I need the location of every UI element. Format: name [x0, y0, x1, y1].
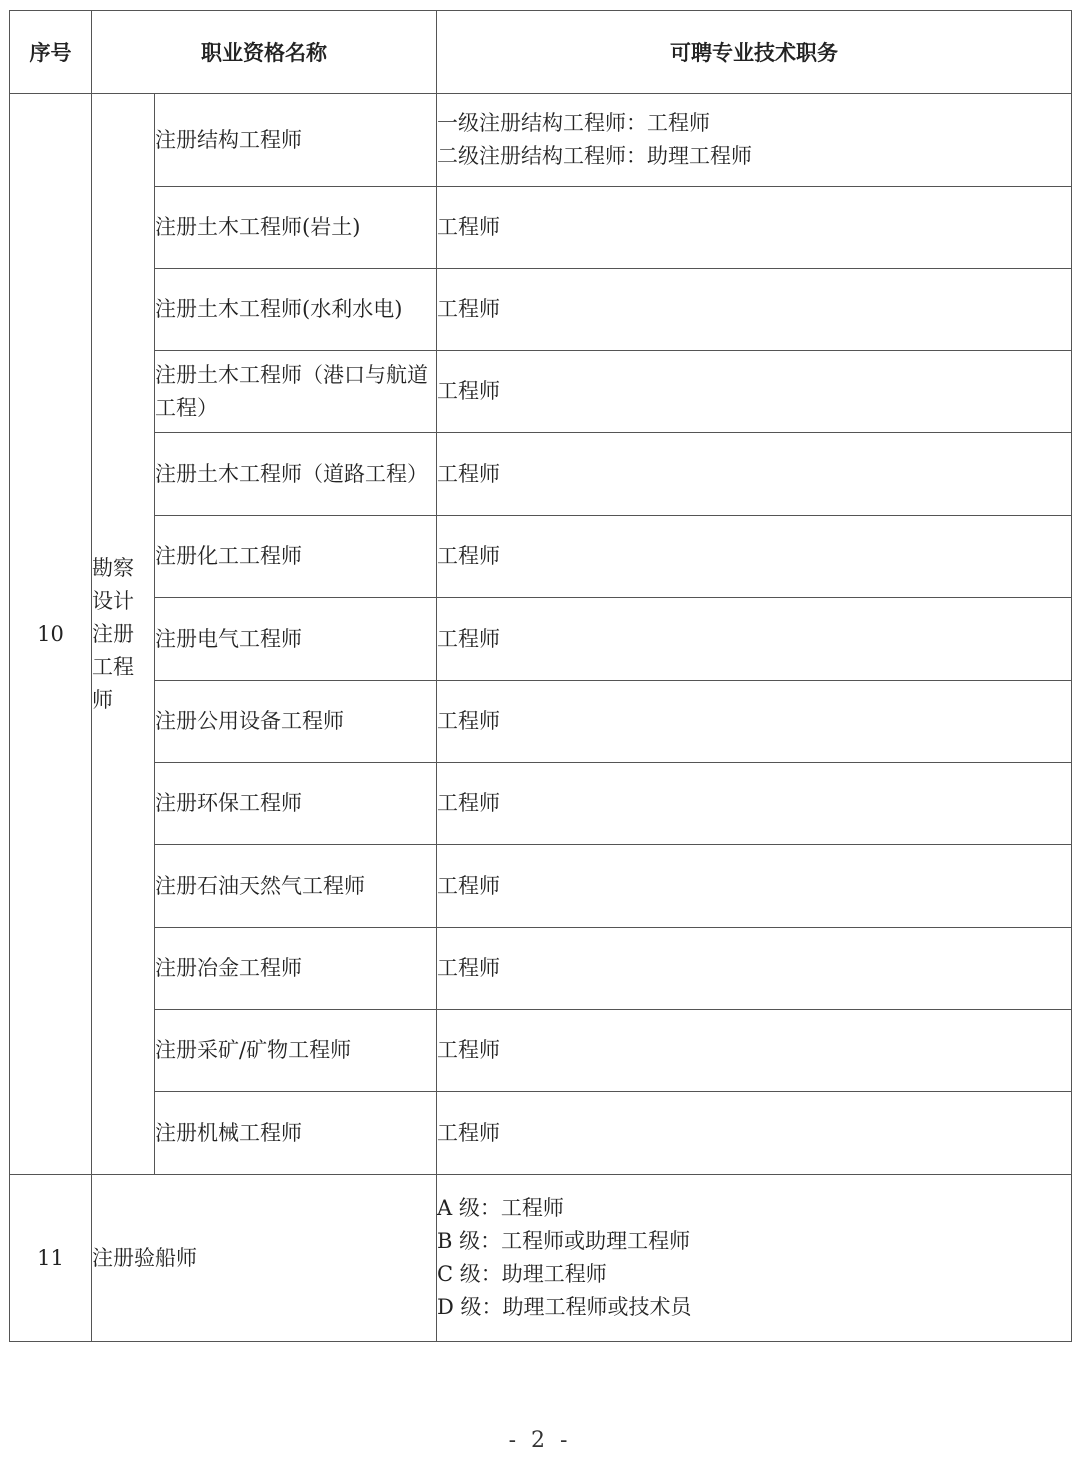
table-row: [10, 433, 1072, 516]
table-row: [10, 269, 1072, 351]
duty-cell: [437, 928, 1072, 1010]
qualification-table: [9, 10, 1072, 1342]
duty-cell: [437, 1175, 1072, 1342]
table-row: [10, 763, 1072, 845]
qualification-name-cell: 注册土木工程师(水利水电): [155, 269, 437, 351]
table-row: [10, 1092, 1072, 1175]
header-qualification-name: 职业资格名称: [92, 11, 437, 94]
category-label: 勘察设计注册工程师: [92, 555, 134, 712]
duty-line: 工程师: [437, 215, 500, 239]
table-row: [10, 845, 1072, 928]
table-row: [10, 1175, 1072, 1342]
duty-line: A 级：工程师: [437, 1196, 564, 1220]
duty-line: 工程师: [437, 1038, 500, 1062]
header-seq: 序号: [10, 11, 92, 94]
duty-cell: [437, 1092, 1072, 1175]
qualification-name-cell: 注册机械工程师: [155, 1092, 437, 1175]
table-row: [10, 187, 1072, 269]
table-header-row: [10, 11, 1072, 94]
duty-line: 工程师: [437, 791, 500, 815]
duty-cell: [437, 187, 1072, 269]
duty-line: 工程师: [437, 297, 500, 321]
duty-line: 工程师: [437, 956, 500, 980]
table-row: [10, 1010, 1072, 1092]
duty-cell: [437, 433, 1072, 516]
qualification-name-cell: 注册石油天然气工程师: [155, 845, 437, 928]
page-number: - 2 -: [508, 1428, 572, 1453]
duty-line: 工程师: [437, 1120, 500, 1145]
qualification-name-cell: 注册公用设备工程师: [155, 681, 437, 763]
duty-line: 工程师: [437, 873, 500, 898]
duty-line: 工程师: [437, 709, 500, 733]
qualification-name-cell: 注册验船师: [92, 1175, 437, 1342]
qualification-name-cell: 注册土木工程师（港口与航道工程）: [155, 351, 437, 433]
table-row: [10, 94, 1072, 187]
duty-cell: [437, 681, 1072, 763]
duty-line: C 级：助理工程师: [437, 1262, 607, 1286]
category-cell: [92, 94, 155, 1175]
duty-cell: [437, 94, 1072, 187]
duty-line: D 级：助理工程师或技术员: [437, 1295, 692, 1319]
qualification-name-cell: 注册采矿/矿物工程师: [155, 1010, 437, 1092]
table-row: [10, 598, 1072, 681]
qualification-name-cell: 注册冶金工程师: [155, 928, 437, 1010]
duty-cell: [437, 845, 1072, 928]
seq-cell: 11: [10, 1175, 92, 1342]
table-row: [10, 928, 1072, 1010]
qualification-name-cell: 注册环保工程师: [155, 763, 437, 845]
duty-cell: [437, 351, 1072, 433]
table-row: [10, 351, 1072, 433]
qualification-name-cell: 注册化工工程师: [155, 516, 437, 598]
qualification-name-cell: 注册土木工程师(岩土): [155, 187, 437, 269]
duty-line: B 级：工程师或助理工程师: [437, 1229, 691, 1253]
duty-cell: [437, 1010, 1072, 1092]
duty-line: 工程师: [437, 544, 500, 568]
table-body: [10, 94, 1072, 1342]
duty-line: 二级注册结构工程师：助理工程师: [437, 144, 752, 168]
qualification-name-cell: 注册土木工程师（道路工程）: [155, 433, 437, 516]
duty-cell: [437, 763, 1072, 845]
qualification-name-cell: 注册电气工程师: [155, 598, 437, 681]
duty-line: 一级注册结构工程师：工程师: [437, 111, 710, 135]
seq-cell: 10: [10, 94, 92, 1175]
table-row: [10, 681, 1072, 763]
duty-cell: [437, 269, 1072, 351]
duty-line: 工程师: [437, 379, 500, 403]
duty-cell: [437, 598, 1072, 681]
duty-line: 工程师: [437, 626, 500, 651]
qualification-name-cell: 注册结构工程师: [155, 94, 437, 187]
header-available-duty: 可聘专业技术职务: [437, 11, 1072, 94]
duty-line: 工程师: [437, 461, 500, 486]
duty-cell: [437, 516, 1072, 598]
table-row: [10, 516, 1072, 598]
